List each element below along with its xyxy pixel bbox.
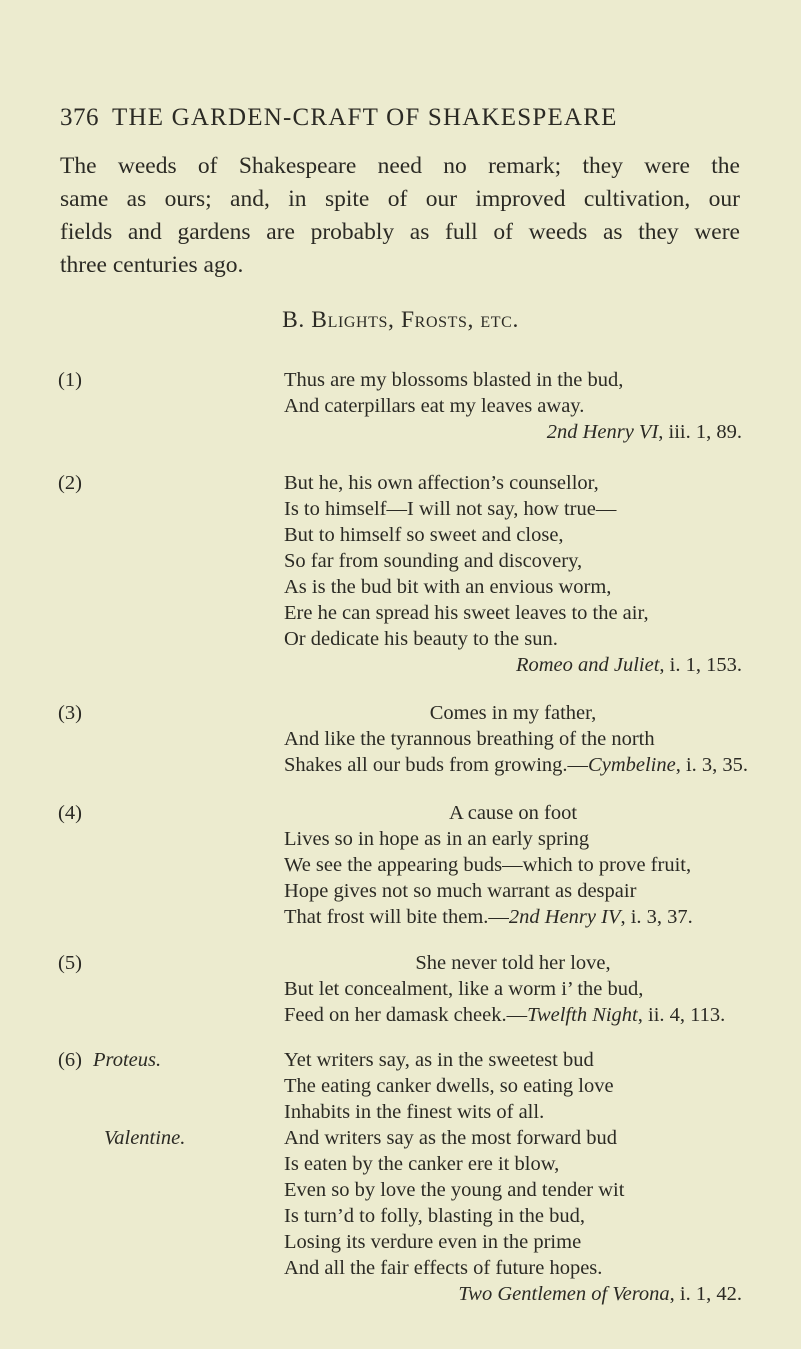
citation-ref: , i. 3, 35. xyxy=(675,754,749,776)
verse-line: But he, his own affection’s counsellor, xyxy=(284,472,599,494)
citation-ref: , iii. 1, 89. xyxy=(658,421,742,443)
section-prefix: B. xyxy=(282,307,305,333)
verse-line: Hope gives not so much warrant as despair xyxy=(284,880,637,902)
speaker-proteus: Proteus. xyxy=(93,1049,162,1071)
verse-line: Even so by love the young and tender wit xyxy=(284,1179,625,1201)
verse-line: Thus are my blossoms blasted in the bud, xyxy=(284,369,624,391)
intro-paragraph xyxy=(60,150,740,282)
intro-line: three centuries ago. xyxy=(60,252,244,278)
quotation-number: (5) xyxy=(58,952,82,974)
citation-ref: , i. 1, 153. xyxy=(659,654,742,676)
citation-work: Twelfth Night xyxy=(527,1004,638,1026)
citation-work: Cymbeline xyxy=(588,754,676,776)
citation-work: 2nd Henry IV xyxy=(508,906,621,928)
quotation-lines xyxy=(284,950,742,1028)
section-title: Blights, Frosts, etc. xyxy=(311,307,519,333)
section-heading xyxy=(0,307,801,334)
intro-line: same as ours; and, in spite of our improved cultivation, our xyxy=(60,186,740,212)
quotation-lines xyxy=(284,700,749,778)
verse-line: The eating canker dwells, so eating love xyxy=(284,1075,614,1097)
quotation-number: (6) xyxy=(58,1049,82,1071)
verse-line: So far from sounding and discovery, xyxy=(284,550,583,572)
verse-line: And writers say as the most forward bud xyxy=(284,1127,618,1149)
verse-line: Ere he can spread his sweet leaves to the air, xyxy=(284,602,649,624)
quotation-lines xyxy=(284,1047,742,1307)
verse-line: Lives so in hope as in an early spring xyxy=(284,828,590,850)
verse-line: Losing its verdure even in the prime xyxy=(284,1231,582,1253)
verse-line: We see the appearing buds—which to prove fruit, xyxy=(284,854,692,876)
citation xyxy=(284,652,742,678)
verse-line: She never told her love, xyxy=(415,952,611,974)
verse-line: But to himself so sweet and close, xyxy=(284,524,564,546)
quotation-lines xyxy=(284,470,742,678)
intro-line: The weeds of Shakespeare need no remark; they were the xyxy=(60,153,740,179)
verse-line: Is to himself—I will not say, how true— xyxy=(284,498,617,520)
verse-line: Yet writers say, as in the sweetest bud xyxy=(284,1049,594,1071)
quotation-lines xyxy=(284,800,742,930)
verse-line: Comes in my father, xyxy=(429,702,597,724)
page-number: 376 xyxy=(60,104,99,131)
verse-line: Inhabits in the finest wits of all. xyxy=(284,1101,545,1123)
verse-line: Is eaten by the canker ere it blow, xyxy=(284,1153,560,1175)
verse-line: A cause on foot xyxy=(448,802,578,824)
running-title: THE GARDEN-CRAFT OF SHAKESPEARE xyxy=(112,104,618,131)
verse-line: And like the tyrannous breathing of the north xyxy=(284,728,655,750)
verse-line-with-citation xyxy=(284,904,742,930)
citation-ref: , i. 1, 42. xyxy=(669,1283,742,1305)
quotation-number: (4) xyxy=(58,802,82,824)
verse-line: And caterpillars eat my leaves away. xyxy=(284,395,585,417)
verse-line: Or dedicate his beauty to the sun. xyxy=(284,628,558,650)
verse-text: That frost will bite them.— xyxy=(284,906,509,928)
page-header xyxy=(60,104,741,144)
citation-work: Romeo and Juliet xyxy=(515,654,660,676)
verse-text: Feed on her damask cheek.— xyxy=(284,1004,528,1026)
quotation-lines xyxy=(284,367,742,445)
verse-line: And all the fair effects of future hopes. xyxy=(284,1257,603,1279)
verse-line-with-citation xyxy=(284,752,749,778)
citation xyxy=(284,419,742,445)
speaker-valentine: Valentine. xyxy=(104,1127,186,1149)
citation xyxy=(284,1281,742,1307)
verse-line: But let concealment, like a worm i’ the bud, xyxy=(284,978,644,1000)
quotation-number: (3) xyxy=(58,702,82,724)
intro-line: fields and gardens are probably as full of weeds as they were xyxy=(60,219,740,245)
citation-ref: , ii. 4, 113. xyxy=(637,1004,726,1026)
citation-work: Two Gentlemen of Verona xyxy=(458,1283,670,1305)
quotation-number: (2) xyxy=(58,472,82,494)
citation-work: 2nd Henry VI xyxy=(546,421,659,443)
verse-text: Shakes all our buds from growing.— xyxy=(284,754,589,776)
verse-line-with-citation xyxy=(284,1002,742,1028)
verse-line: Is turn’d to folly, blasting in the bud, xyxy=(284,1205,586,1227)
citation-ref: , i. 3, 37. xyxy=(620,906,693,928)
verse-line: As is the bud bit with an envious worm, xyxy=(284,576,612,598)
quotation-number: (1) xyxy=(58,369,82,391)
